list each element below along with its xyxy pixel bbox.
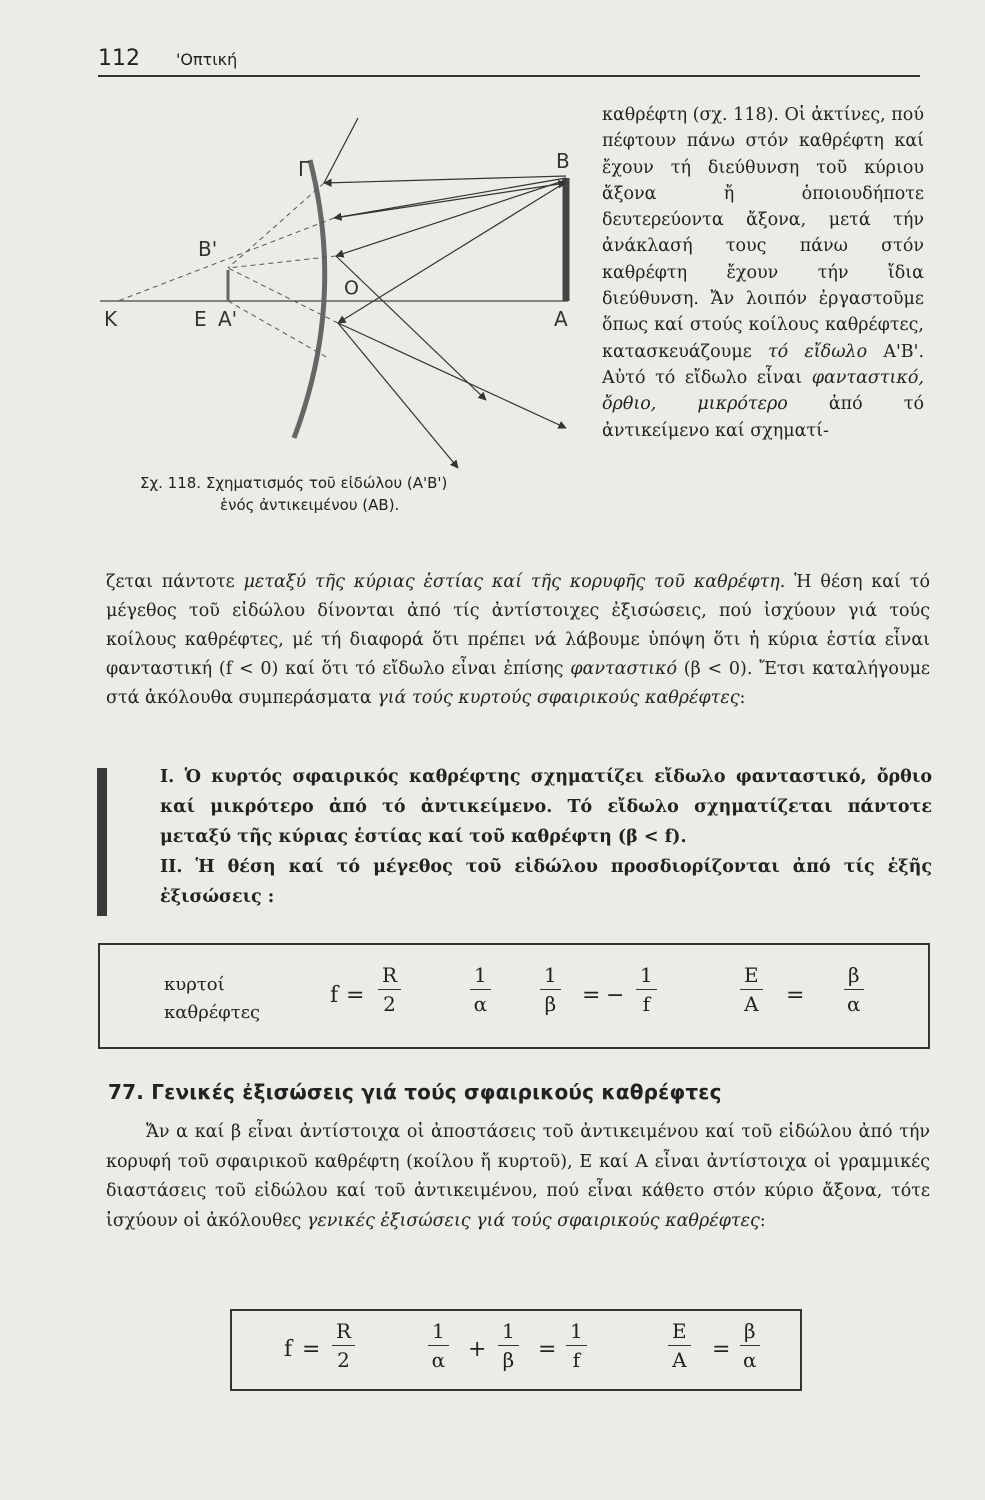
label-e: Ε xyxy=(194,307,207,331)
convex-equations-box xyxy=(98,943,930,1049)
label-gamma: Γ xyxy=(298,157,310,181)
box1-label-line1: κυρτοί xyxy=(164,974,225,995)
figure-caption xyxy=(140,472,560,516)
conclusions xyxy=(160,762,932,912)
gen-frac-1-alpha: $\frac{1}{\alpha}$ xyxy=(428,1319,449,1372)
gen-eq-sign-2: = xyxy=(538,1337,557,1362)
para-text-3: (β < 0). Ἔτσι καταλήγουμε στά ἀκόλουθα συμπεράσματα xyxy=(106,659,931,708)
gen-frac-1-beta: $\frac{1}{\beta}$ xyxy=(498,1319,519,1372)
conclusion-1: I. Ὁ κυρτός σφαιρικός καθρέφτης σχηματίζει εἴδωλο φανταστικό, ὄρθιο καί μικρότερο ἀπό τό ἀντικείμενο. Τό εἴδωλο σχηματίζεται πάντοτε μεταξύ τῆς κύριας ἑστίας καί τοῦ καθρέφτη (β < f). xyxy=(160,767,932,847)
label-beta: Β xyxy=(556,149,570,173)
para-text-4: : xyxy=(739,688,746,708)
para-text-1: ζεται πάντοτε xyxy=(106,572,244,592)
eq-sign: = xyxy=(346,983,365,1008)
gen-frac-r-2: $\frac{R}{2}$ xyxy=(332,1319,355,1372)
page-number: 112 xyxy=(98,46,140,71)
main-paragraph xyxy=(106,568,930,713)
frac-e-a: $\frac{E}{A}$ xyxy=(740,963,763,1016)
caption-line-1: Σχ. 118. Σχηματισμός τοῦ εἰδώλου (Α'Β') xyxy=(140,474,448,492)
box1-label-line2: καθρέφτες xyxy=(164,1002,261,1023)
frac-1-f: $\frac{1}{f}$ xyxy=(636,963,657,1016)
eq-sign-2: = xyxy=(582,983,601,1008)
gen-eq-sign-3: = xyxy=(712,1337,731,1362)
right-italic-2: φανταστικό, ὄρθιο, μικρότερο xyxy=(602,367,924,415)
para-italic-1: μεταξύ τῆς κύριας ἑστίας καί τῆς κορυφῆς τοῦ καθρέφτη xyxy=(243,572,780,592)
gen-text-2: : xyxy=(759,1210,766,1231)
mirror-arc xyxy=(294,160,325,438)
eq-sign-3: = xyxy=(786,983,805,1008)
box1-label xyxy=(164,971,260,1027)
gen-text-1: Ἄν α καί β εἶναι ἀντίστοιχα οἱ ἀποστάσεις τοῦ ἀντικειμένου καί τοῦ εἰδώλου ἀπό τήν κορυφή τοῦ σφαιρικοῦ καθρέφτη (κοίλου ἤ κυρτοῦ), Ε καί Α εἶναι ἀντίστοιχα οἱ γραμμικές διαστάσεις τοῦ εἰδώλου καί τοῦ ἀντικειμένου, πού εἶναι κάθετο στόν κύριο ἄξονα, τότε ἰσχύουν οἱ ἀκόλουθες xyxy=(106,1122,930,1231)
page-header xyxy=(98,46,918,76)
frac-beta-alpha: $\frac{\beta}{\alpha}$ xyxy=(844,963,864,1016)
general-equations-box xyxy=(230,1309,802,1391)
label-beta-prime: Β' xyxy=(198,237,218,261)
right-text-c: ἀπό τό ἀντικείμενο καί σχηματί- xyxy=(602,394,924,441)
gen-eq-f: f xyxy=(284,1337,293,1362)
conclusion-2: II. Ἡ θέση καί τό μέγεθος τοῦ εἰδώλου προσδιορίζονται ἀπό τίς ἑξῆς ἐξισώσεις : xyxy=(160,857,932,907)
header-rule xyxy=(98,75,920,77)
general-paragraph xyxy=(106,1118,930,1236)
para-italic-3: γιά τούς κυρτούς σφαιρικούς καθρέφτες xyxy=(377,688,740,708)
gen-eq-sign: = xyxy=(302,1337,321,1362)
frac-1-beta: $\frac{1}{\beta}$ xyxy=(540,963,561,1016)
gen-frac-1-f: $\frac{1}{f}$ xyxy=(566,1319,587,1372)
right-text-b: Α'Β'. Αὐτό τό εἴδωλο εἶναι xyxy=(602,341,925,388)
right-column-text xyxy=(602,102,924,444)
para-text-2: . Ἡ θέση καί τό μέγεθος τοῦ εἰδώλου δίνονται ἀπό τίς ἀντίστοιχες ἐξισώσεις, πού ἰσχύουν γιά τούς κοίλους καθρέφτες, μέ τή διαφορά ὅτι πρέπει νά λάβουμε ὑπόψη ὅτι ἡ κύρια ἑστία εἶναι φανταστική (f < 0) καί ὅτι τό εἴδωλο εἶναι ἐπίσης xyxy=(106,572,930,679)
section-number: 77. xyxy=(108,1080,145,1104)
right-italic-1: τό εἴδωλο xyxy=(767,341,868,362)
right-text-a: καθρέφτη (σχ. 118). Οἱ ἀκτίνες, πού πέφτουν πάνω στόν καθρέφτη καί ἔχουν τή διεύθυνση τοῦ κύριου ἄξονα ἤ ὁποιουδήποτε δευτερεύοντα ἄξονα, μετά τήν ἀνάκλασή τους πάνω στόν καθρέφτη ἔχουν τήν ἴδια διεύθυνση. Ἄν λοιπόν ἐργαστοῦμε ὅπως καί στούς κοίλους καθρέφτες, κατασκευάζουμε xyxy=(602,105,924,362)
gen-frac-e-a: $\frac{E}{A}$ xyxy=(668,1319,691,1372)
running-title: 'Οπτική xyxy=(176,50,238,69)
caption-line-2: ἑνός ἀντικειμένου (ΑΒ). xyxy=(220,496,400,514)
section-title: Γενικές ἐξισώσεις γιά τούς σφαιρικούς καθρέφτες xyxy=(151,1080,722,1104)
label-k: Κ xyxy=(104,307,118,331)
eq-f: f xyxy=(330,983,339,1008)
gen-frac-beta-alpha: $\frac{\beta}{\alpha}$ xyxy=(740,1319,760,1372)
label-a: Α xyxy=(554,307,568,331)
frac-1-alpha: $\frac{1}{\alpha}$ xyxy=(470,963,491,1016)
emphasis-bar xyxy=(97,768,107,916)
frac-r-2: $\frac{R}{2}$ xyxy=(378,963,401,1016)
minus-sign: − xyxy=(606,983,625,1008)
section-heading xyxy=(108,1080,722,1104)
label-a-prime: Α' xyxy=(218,307,238,331)
gen-plus: + xyxy=(468,1337,487,1362)
label-o: Ο xyxy=(344,277,359,299)
para-italic-2: φανταστικό xyxy=(570,659,677,679)
gen-italic: γενικές ἐξισώσεις γιά τούς σφαιρικούς καθρέφτες xyxy=(306,1210,760,1231)
